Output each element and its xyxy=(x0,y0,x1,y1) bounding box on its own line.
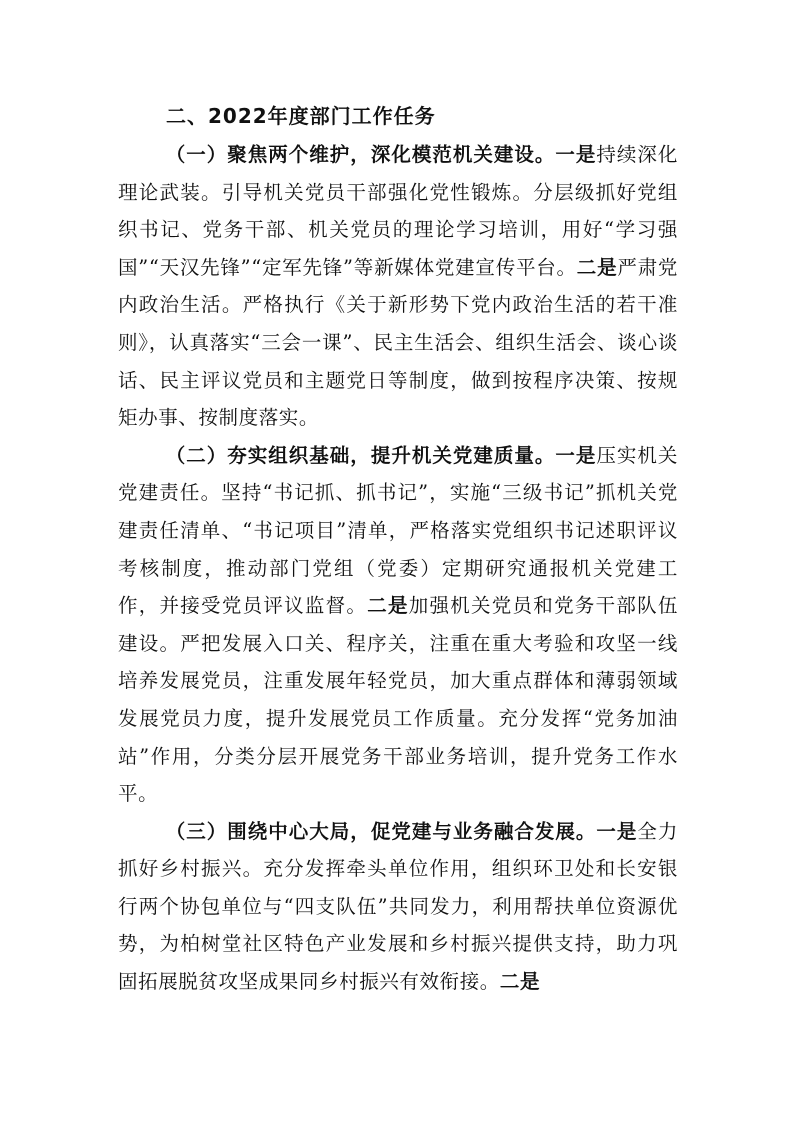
paragraph-3 xyxy=(118,813,678,1001)
paragraph-2-title: （二）夯实组织基础，提升机关党建质量。 xyxy=(165,443,556,467)
paragraph-2-text-1: 压实机关党建责任。坚持“书记抓、抓书记”，实施“三级书记”抓机关党建责任清单、“书记项目”清单，严格落实党组织书记述职评议考核制度，推动部门党组（党委）定期研究通报机关党建工作，并接受党员评议监督。 xyxy=(118,443,679,618)
paragraph-3-text-1: 全力抓好乡村振兴。充分发挥牵头单位作用，组织环卫处和长安银行两个协包单位与“四支队伍”共同发力，利用帮扶单位资源优势，为柏树堂社区特色产业发展和乡村振兴提供支持，助力巩固拓展脱贫攻坚成果同乡村振兴有效衔接。 xyxy=(118,819,678,994)
paragraph-3-title: （三）围绕中心大局，促党建与业务融合发展。 xyxy=(165,819,597,843)
paragraph-1-title: （一）聚焦两个维护，深化模范机关建设。 xyxy=(165,143,556,166)
paragraph-2-keyword-2: 二是 xyxy=(367,594,409,618)
paragraph-1-text-1: 持续深化理论武装。引导机关党员干部强化党性锻炼。分层级抓好党组织书记、党务干部、机关党员的理论学习培训，用好“学习强国”“天汉先锋”“定军先锋”等新媒体党建宣传平台。 xyxy=(118,143,679,279)
paragraph-3-keyword-2: 二是 xyxy=(499,970,541,994)
document-body xyxy=(118,96,678,1001)
paragraph-2-text-2: 加强机关党员和党务干部队伍建设。严把发展入口关、程序关，注重在重大考验和攻坚一线培养发展党员，注重发展年轻党员，加大重点群体和薄弱领域发展党员力度，提升发展党员工作质量。充分发挥“党务加油站”作用，分类分层开展党务干部业务培训，提升党务工作水平。 xyxy=(118,594,678,806)
paragraph-1-keyword-1: 一是 xyxy=(555,143,597,166)
paragraph-1-text-2: 严肃党内政治生活。严格执行《关于新形势下党内政治生活的若干准则》，认真落实“三会一课”、民主生活会、组织生活会、谈心谈话、民主评议党员和主题党日等制度，做到按程序决策、按规矩办事、按制度落实。 xyxy=(118,255,678,430)
paragraph-2 xyxy=(118,437,678,813)
paragraph-2-keyword-1: 一是 xyxy=(555,443,597,467)
paragraph-3-keyword-1: 一是 xyxy=(596,819,638,843)
paragraph-1 xyxy=(118,136,678,437)
section-heading: 二、2022年度部门工作任务 xyxy=(166,104,436,128)
paragraph-1-keyword-2: 二是 xyxy=(576,255,618,279)
